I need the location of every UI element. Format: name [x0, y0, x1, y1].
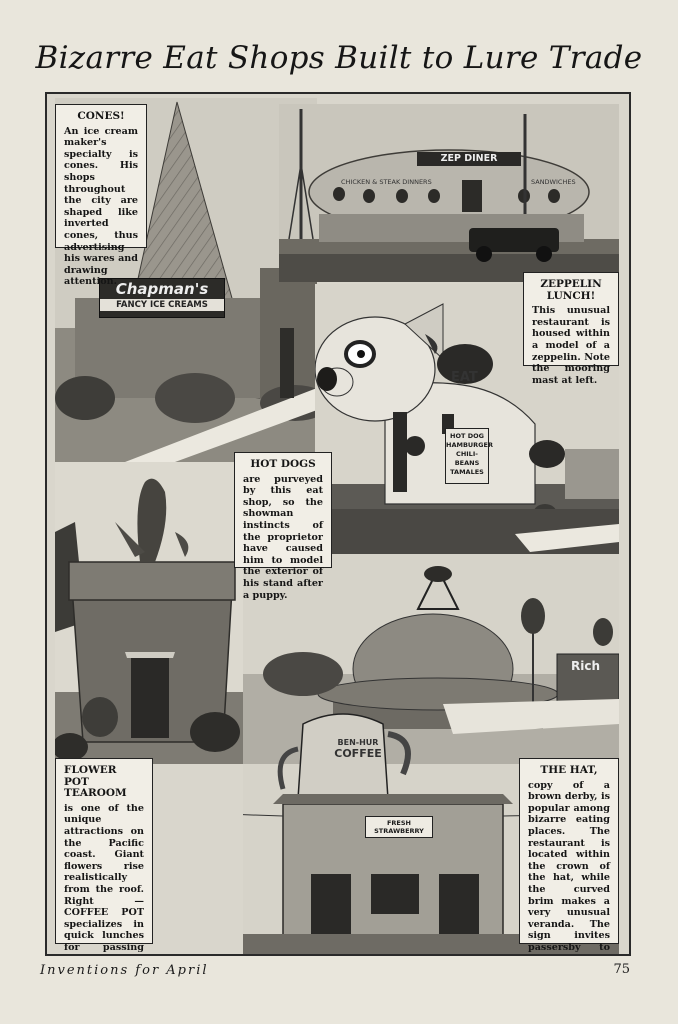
caption-hat — [519, 758, 619, 953]
caption-title: ZEPPELIN LUNCH! — [540, 278, 602, 302]
page-number: 75 — [613, 962, 630, 977]
zep-diner-sign: ZEP DINER — [417, 152, 521, 166]
caption-body: This unusual restaurant is housed within a model of a zeppelin. Note the mooring mast at left. — [532, 305, 610, 386]
dog-menu-item: HOT DOG — [450, 432, 484, 440]
dog-eat-lettering: EAT — [451, 370, 478, 385]
caption-body: An ice cream maker's specialty is cones. His shops throughout the city are shaped like inverted cones, thus advertising his wares and drawing attention. — [64, 125, 138, 288]
photo-collage-frame — [45, 92, 631, 956]
page-title: Bizarre Eat Shops Built to Lure Trade — [35, 40, 643, 76]
dog-menu-item: HAMBURGER — [446, 441, 493, 449]
chapmans-brand: Chapman's — [115, 280, 209, 298]
hat-billboard: Rich — [571, 659, 601, 673]
zep-diner-photo — [279, 104, 619, 282]
caption-zeppelin — [523, 272, 619, 386]
coffee-pot-word: COFFEE — [334, 747, 382, 760]
dog-menu-item: CHILI-BEANS — [454, 450, 480, 467]
caption-hot-dogs — [234, 452, 332, 601]
coffee-pot-banner: FRESH STRAWBERRY — [365, 816, 433, 838]
coffee-pot-lettering — [325, 738, 391, 760]
caption-title: FLOWER POT TEAROOM — [64, 764, 127, 800]
chapmans-subtext: FANCY ICE CREAMS — [100, 299, 224, 311]
publication-name: Inventions for April — [40, 963, 209, 978]
coffee-pot-brand: BEN-HUR — [337, 738, 379, 747]
caption-body: copy of a brown derby, is popular among bizarre eating places. The restaurant is located within the crown of the hat, while the curved brim makes a very unusual veranda. The sign invites passersby to — [528, 779, 610, 953]
caption-body: are purveyed by this eat shop, so the showman instincts of the proprietor have caused him to model the exterior of his stand after a puppy. — [243, 473, 323, 601]
caption-title: CONES! — [77, 110, 125, 122]
flower-pot-tearoom-photo — [55, 462, 245, 764]
dog-menu-sign — [445, 428, 493, 484]
caption-cones — [55, 104, 147, 288]
caption-flower-pot — [55, 758, 153, 953]
zep-diner-left-lettering: CHICKEN & STEAK DINNERS — [341, 178, 432, 186]
caption-title: THE HAT, — [540, 764, 598, 776]
dog-menu-item: TAMALES — [450, 468, 484, 476]
caption-body: is one of the unique attractions on the Pacific coast. Giant flowers rise realistically from the roof. Right — COFFEE POT specializes in quick lunches for passing — [64, 802, 144, 953]
zep-diner-right-lettering: SANDWICHES — [531, 178, 576, 186]
caption-title: HOT DOGS — [250, 458, 316, 470]
